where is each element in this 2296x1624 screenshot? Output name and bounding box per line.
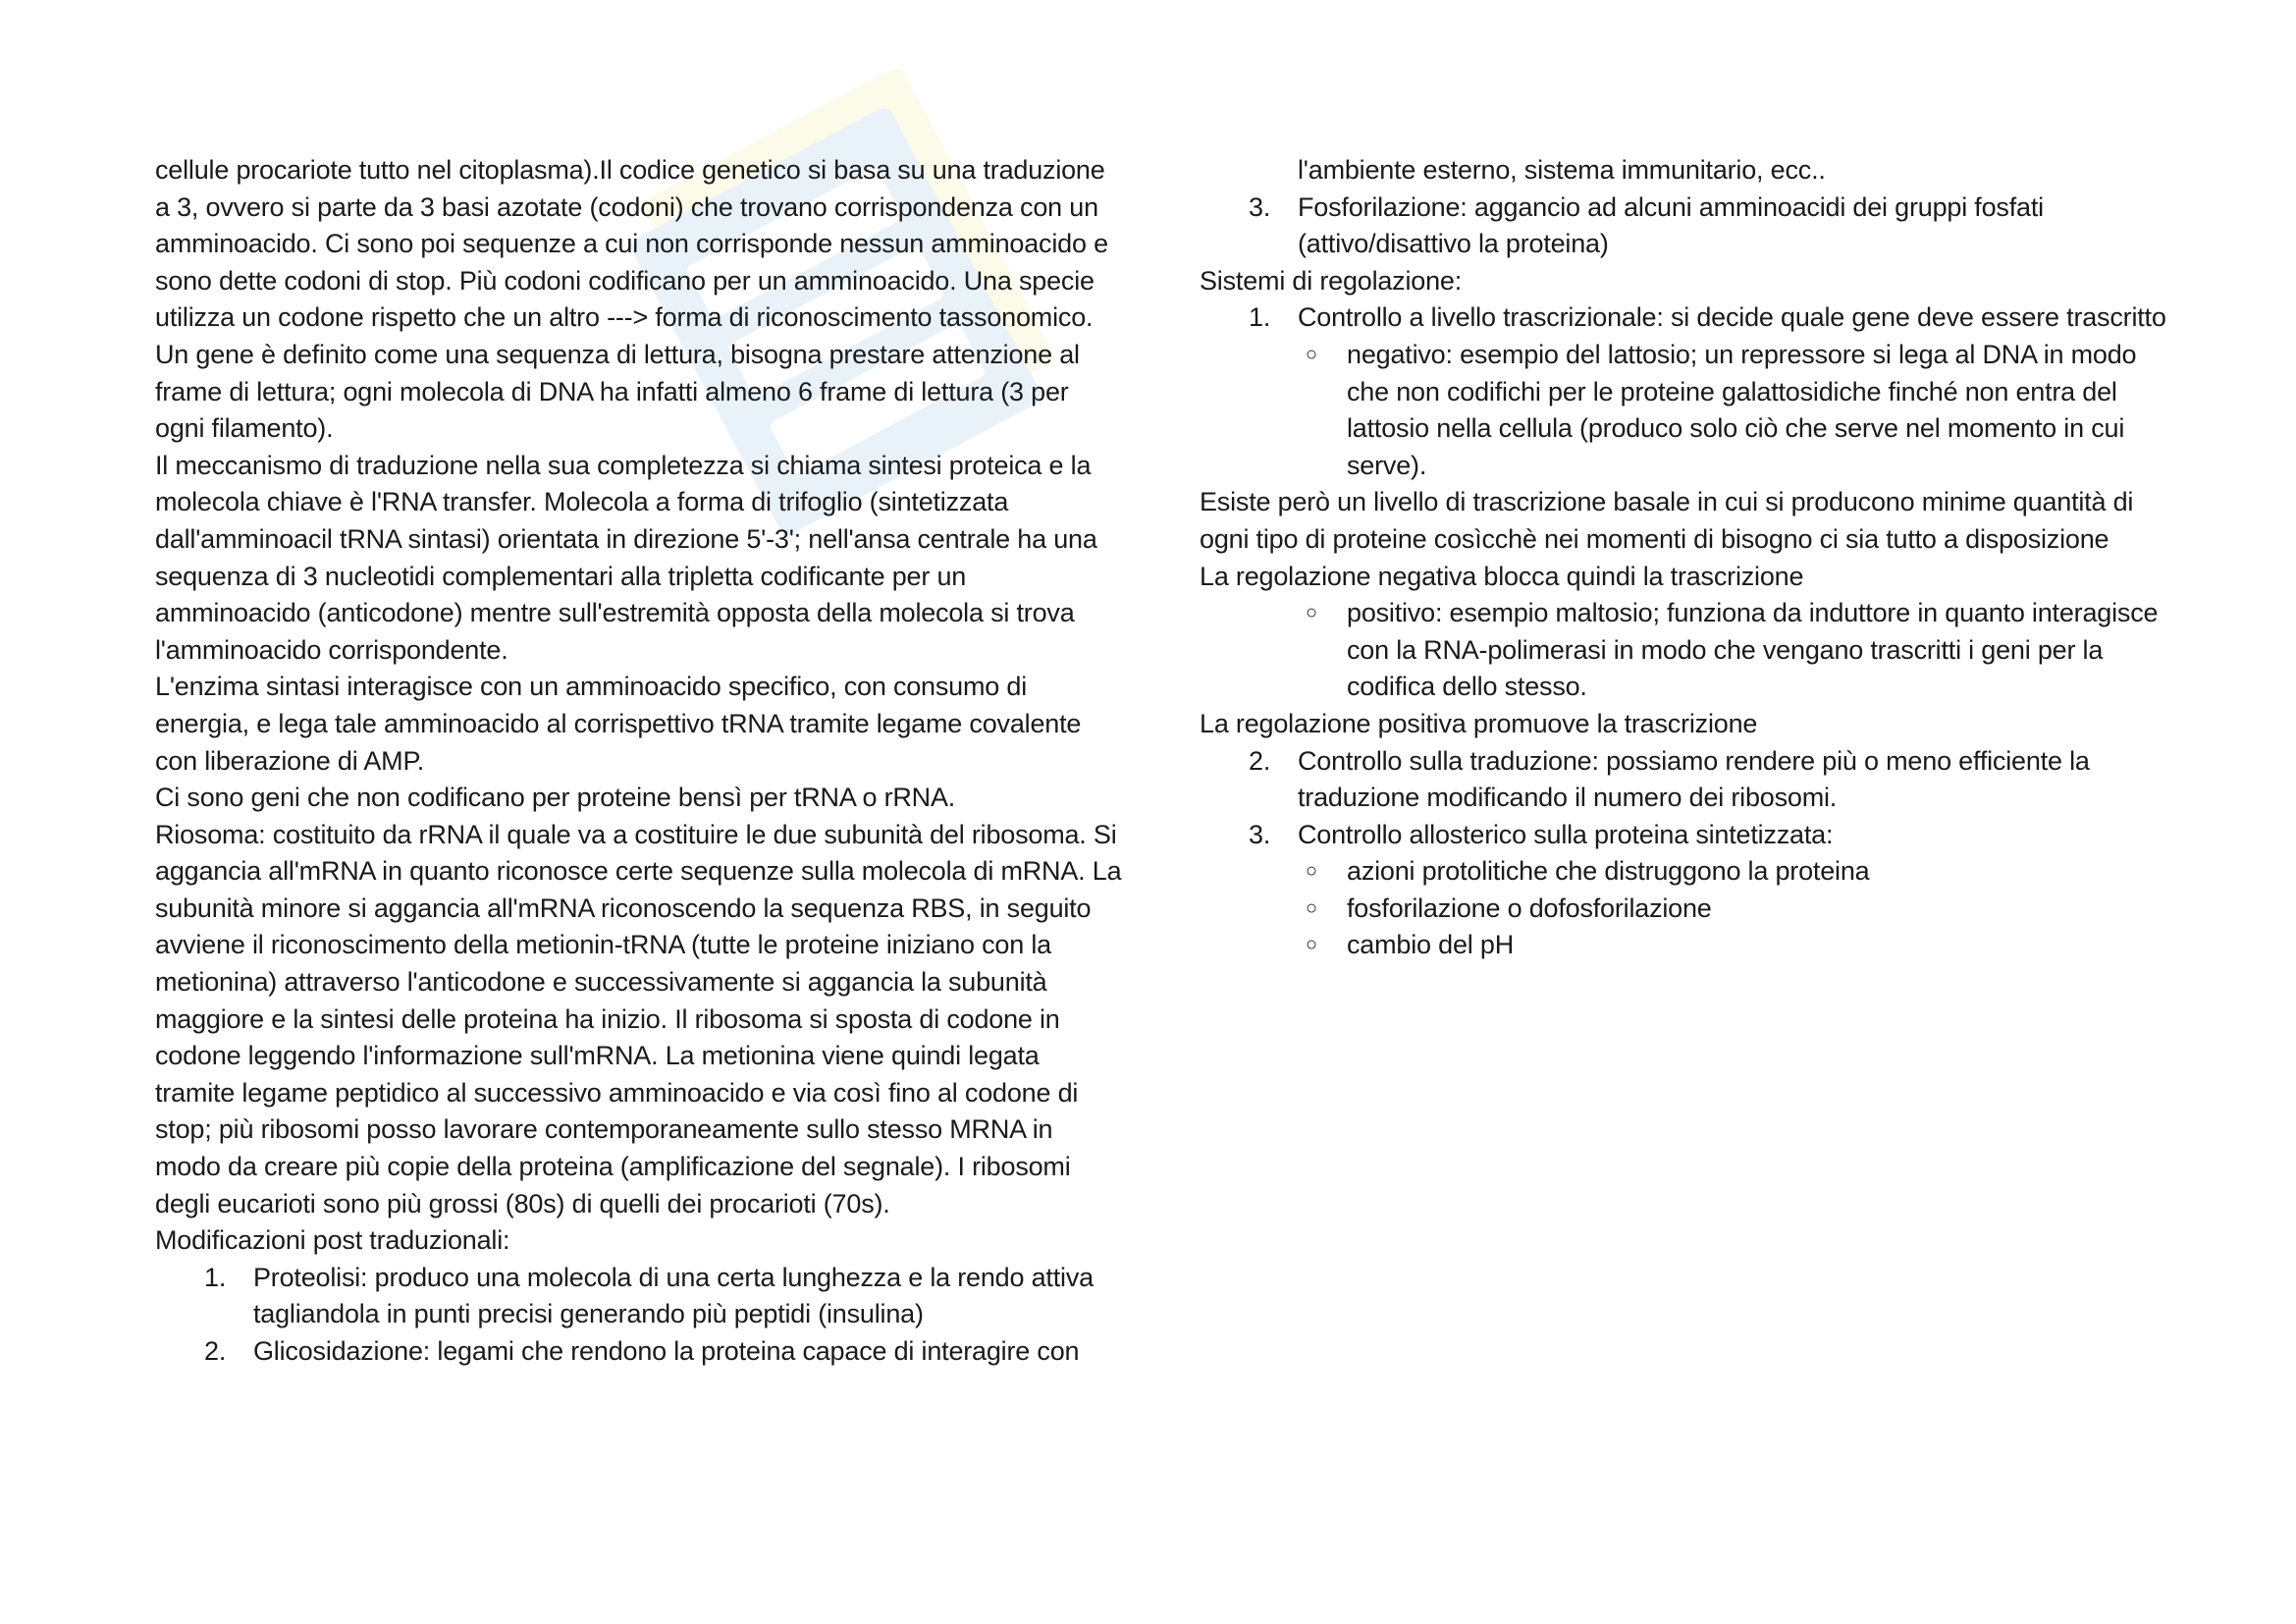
right-column — [1200, 152, 2181, 964]
list-item — [1200, 299, 2181, 337]
heading-regulation-systems: Sistemi di regolazione: — [1200, 265, 1463, 296]
list-item — [1200, 743, 2181, 817]
list-item-text: l'ambiente esterno, sistema immunitario, ecc.. — [1298, 155, 1826, 185]
sub-list-item-text: negativo: esempio del lattosio; un repressore si lega al DNA in modo che non codifichi per le proteine galattosidiche finché non entra del lattosio nella cellula (produco solo ciò che serve nel momento in cui serve). — [1347, 339, 2137, 480]
list-number: 3. — [1249, 191, 1271, 222]
list-item-text: Proteolisi: produco una molecola di una certa lunghezza e la rendo attiva tagliandola in punti precisi generando più peptidi (insulina) — [253, 1262, 1094, 1329]
circle-bullet-icon: ○ — [1306, 860, 1317, 883]
paragraph-positive-summary: La regolazione positiva promuove la trascrizione — [1200, 708, 1758, 738]
paragraph-non-coding-genes: Ci sono geni che non codificano per proteine bensì per tRNA o rRNA. — [155, 783, 956, 813]
list-item-text: Controllo a livello trascrizionale: si decide quale gene deve essere trascritto — [1298, 302, 2166, 333]
list-item-text: Controllo sulla traduzione: possiamo rendere più o meno efficiente la traduzione modificando il numero dei ribosomi. — [1298, 745, 2090, 813]
sub-list-item — [1200, 853, 2181, 891]
list-number: 3. — [1249, 819, 1271, 849]
list-item — [1200, 817, 2181, 854]
list-number: 1. — [1249, 302, 1271, 333]
sub-list-item — [1200, 927, 2181, 964]
paragraph-synthase: L'enzima sintasi interagisce con un amminoacido specifico, con consumo di energia, e lega tale amminoacido al corrispettivo tRNA tramite legame covalente con liberazione di AMP. — [155, 672, 1089, 776]
sub-list-item — [1200, 337, 2181, 484]
list-item — [155, 1333, 1122, 1371]
paragraph-basal-transcription: Esiste però un livello di trascrizione basale in cui si producono minime quantità di ogni tipo di proteine cosìcchè nei momenti di bisogno ci sia tutto a disposizione — [1200, 487, 2141, 554]
sub-list-item — [1200, 891, 2181, 928]
list-number: 2. — [1249, 745, 1271, 776]
list-item-text: Glicosidazione: legami che rendono la proteina capace di interagire con — [253, 1336, 1080, 1366]
list-item-continuation — [1200, 152, 2181, 189]
paragraph-genetic-code: cellule procariote tutto nel citoplasma).Il codice genetico si basa su una traduzione a 3, ovvero si parte da 3 basi azotate (codoni) che trovano corrispondenza con un amminoacido. Ci sono poi sequenze a cui non corrisponde nessun amminoacido e sono dette codoni di stop. Più codoni codificano per un amminoacido. Una specie utilizza un codone rispetto che un altro ---> forma di riconoscimento tassonomico. — [155, 155, 1116, 333]
heading-post-translational: Modificazioni post traduzionali: — [155, 1225, 510, 1256]
paragraph-ribosome: Riosoma: costituito da rRNA il quale va a costituire le due subunità del ribosoma. Si aggancia all'mRNA in quanto riconosce certe sequenze sulla molecola di mRNA. La subunità minore si aggancia all'mRNA riconoscendo la sequenza RBS, in seguito avviene il riconoscimento della metionin-tRNA (tutte le proteine iniziano con la metionina) attraverso l'anticodone e successivamente si aggancia la subunità maggiore e la sintesi delle proteina ha inizio. Il ribosoma si sposta di codone in codone leggendo l'informazione sull'mRNA. La metionina viene quindi legata tramite legame peptidico al successivo amminoacido e via così fino al codone di stop; più ribosomi posso lavorare contemporaneamente sullo stesso MRNA in modo da creare più copie della proteina (amplificazione del segnale). I ribosomi degli eucarioti sono più grossi (80s) di quelli dei procarioti (70s). — [155, 819, 1129, 1218]
paragraph-gene-definition: Un gene è definito come una sequenza di lettura, bisogna prestare attenzione al frame di lettura; ogni molecola di DNA ha infatti almeno 6 frame di lettura (3 per ogni filamento). — [155, 339, 1088, 444]
sub-list-item — [1200, 595, 2181, 706]
sub-list-item-text: cambio del pH — [1347, 930, 1514, 960]
paragraph-translation: Il meccanismo di traduzione nella sua completezza si chiama sintesi proteica e la molecola chiave è l'RNA transfer. Molecola a forma di trifoglio (sintetizzata dall'amminoacil tRNA sintasi) orientata in direzione 5'-3'; nell'ansa centrale ha una sequenza di 3 nucleotidi complementari alla tripletta codificante per un amminoacido (anticodone) mentre sull'estremità opposta della molecola si trova l'amminoacido corrispondente. — [155, 450, 1104, 665]
list-item-text: Controllo allosterico sulla proteina sintetizzata: — [1298, 819, 1834, 849]
list-number: 1. — [204, 1262, 227, 1292]
list-number: 2. — [204, 1336, 227, 1366]
circle-bullet-icon: ○ — [1306, 896, 1317, 919]
sub-list-item-text: azioni protolitiche che distruggono la proteina — [1347, 856, 1870, 887]
paragraph-negative-summary: La regolazione negativa blocca quindi la trascrizione — [1200, 561, 1804, 591]
list-item — [1200, 189, 2181, 263]
list-item — [155, 1260, 1122, 1333]
left-column — [155, 152, 1129, 1371]
list-item-text: Fosforilazione: aggancio ad alcuni amminoacidi dei gruppi fosfati (attivo/disattivo la proteina) — [1298, 191, 2044, 259]
sub-list-item-text: positivo: esempio maltosio; funziona da induttore in quanto interagisce con la RNA-polimerasi in modo che vengano trascritti i geni per la codifica dello stesso. — [1347, 598, 2159, 702]
circle-bullet-icon: ○ — [1306, 602, 1317, 624]
sub-list-item-text: fosforilazione o dofosforilazione — [1347, 893, 1712, 923]
circle-bullet-icon: ○ — [1306, 934, 1317, 956]
circle-bullet-icon: ○ — [1306, 343, 1317, 365]
